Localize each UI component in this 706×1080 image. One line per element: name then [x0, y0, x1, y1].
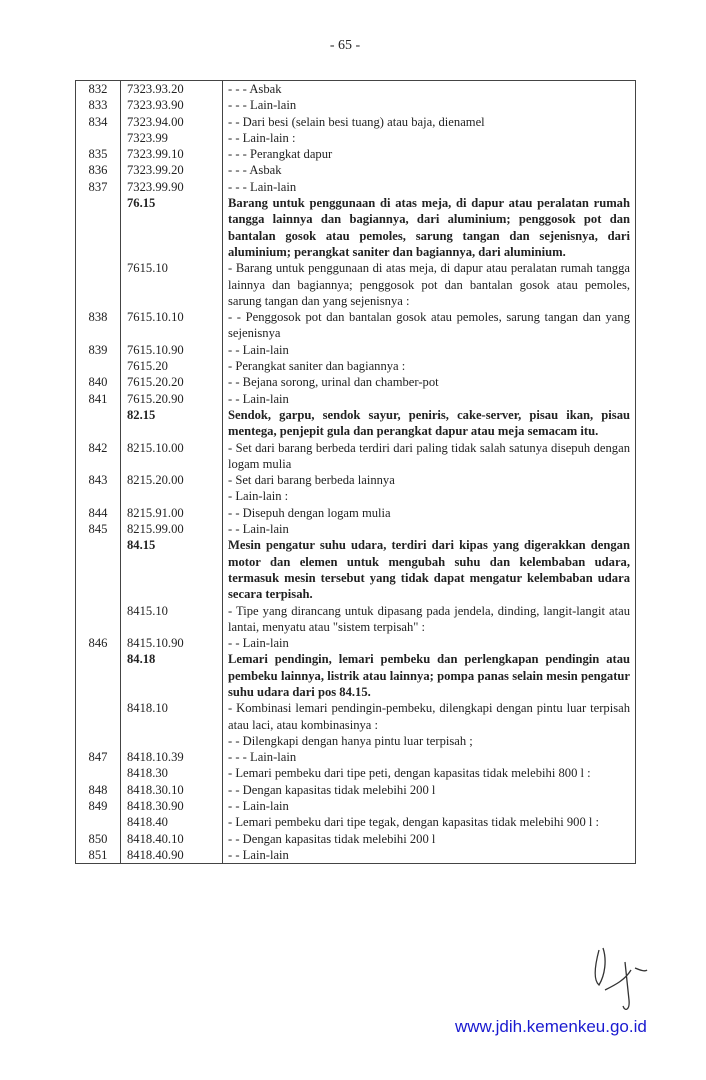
hs-code: 7323.99.20: [121, 162, 223, 178]
description: - - - Lain-lain: [228, 750, 297, 765]
row-number: 849: [76, 798, 121, 814]
hs-code: 8418.30.90: [121, 798, 223, 814]
table-row: [76, 651, 636, 700]
row-number: [76, 651, 121, 700]
description: - - Dilengkapi dengan hanya pintu luar terpisah ;: [228, 733, 473, 748]
hs-code: 7615.10: [121, 260, 223, 309]
table-row: [76, 521, 636, 537]
hs-code: 7323.99: [121, 130, 223, 146]
table-row: [76, 342, 636, 358]
table-row: [76, 765, 636, 781]
table-row: [76, 440, 636, 473]
description: - Tipe yang dirancang untuk dipasang pada jendela, dinding, langit-langit atau lantai, menyatu atau "sistem terpisah" :: [228, 603, 630, 634]
table-row: [76, 195, 636, 260]
tariff-table: [75, 80, 636, 864]
row-number: 843: [76, 472, 121, 488]
footer-website-link[interactable]: www.jdih.kemenkeu.go.id: [455, 1017, 647, 1036]
description: - - - Asbak: [228, 163, 282, 178]
hs-code: 76.15: [121, 195, 223, 260]
table-row: [76, 81, 636, 98]
description: - Set dari barang berbeda lainnya: [228, 473, 395, 488]
description: - - Lain-lain: [228, 391, 289, 406]
row-number: [76, 603, 121, 636]
table-row: [76, 603, 636, 636]
description: - - Lain-lain :: [228, 130, 296, 145]
hs-code: 84.18: [121, 651, 223, 700]
description: Sendok, garpu, sendok sayur, peniris, cake-server, pisau ikan, pisau mentega, penjepit gula dan perangkat dapur atau meja semacam itu.: [228, 407, 630, 439]
description: - - - Asbak: [228, 82, 282, 96]
row-number: 848: [76, 782, 121, 798]
description: - - - Lain-lain: [228, 179, 297, 194]
table-row: [76, 488, 636, 504]
hs-code: 7615.10.90: [121, 342, 223, 358]
row-number: [76, 195, 121, 260]
description: - - - Perangkat dapur: [228, 147, 333, 162]
table-row: [76, 146, 636, 162]
table-row: [76, 814, 636, 830]
hs-code: 8418.30: [121, 765, 223, 781]
description: - Lain-lain :: [228, 489, 289, 504]
table-row: [76, 798, 636, 814]
row-number: 834: [76, 114, 121, 130]
description: - Lemari pembeku dari tipe peti, dengan kapasitas tidak melebihi 800 l :: [228, 766, 591, 781]
table-row: [76, 537, 636, 602]
hs-code: 8415.10.90: [121, 635, 223, 651]
hs-code: 7323.93.20: [121, 81, 223, 98]
row-number: [76, 130, 121, 146]
hs-code: 7323.99.90: [121, 179, 223, 195]
hs-code: 8418.10.39: [121, 749, 223, 765]
table-row: [76, 358, 636, 374]
description: - Set dari barang berbeda terdiri dari paling tidak salah satunya disepuh dengan logam mulia: [228, 440, 630, 471]
row-number: 842: [76, 440, 121, 473]
hs-code: 7615.20: [121, 358, 223, 374]
description: - - Bejana sorong, urinal dan chamber-pot: [228, 375, 439, 390]
row-number: [76, 765, 121, 781]
table-row: [76, 733, 636, 749]
page-number: - 65 -: [329, 38, 361, 53]
row-number: 837: [76, 179, 121, 195]
description: - - Lain-lain: [228, 799, 289, 814]
description: - - Dengan kapasitas tidak melebihi 200 l: [228, 831, 436, 846]
description: - Barang untuk penggunaan di atas meja, di dapur atau peralatan rumah tangga lainnya dan bagiannya; penggosok pot dan bantalan gosok atau pemoles, sarung tangan dan yang sejenisnya :: [228, 261, 630, 308]
hs-code: 8215.20.00: [121, 472, 223, 488]
table-row: [76, 782, 636, 798]
row-number: 846: [76, 635, 121, 651]
hs-code: 82.15: [121, 407, 223, 440]
row-number: [76, 358, 121, 374]
hs-code: 8215.10.00: [121, 440, 223, 473]
description: - - Dari besi (selain besi tuang) atau baja, dienamel: [228, 114, 485, 129]
row-number: 840: [76, 374, 121, 390]
table-row: [76, 179, 636, 195]
row-number: [76, 537, 121, 602]
hs-code: 84.15: [121, 537, 223, 602]
row-number: [76, 700, 121, 733]
row-number: 850: [76, 831, 121, 847]
row-number: 839: [76, 342, 121, 358]
row-number: 841: [76, 391, 121, 407]
hs-code: 7323.94.00: [121, 114, 223, 130]
row-number: [76, 260, 121, 309]
hs-code: 8415.10: [121, 603, 223, 636]
description: - - Disepuh dengan logam mulia: [228, 505, 391, 520]
table-row: [76, 309, 636, 342]
table-row: [76, 831, 636, 847]
row-number: 836: [76, 162, 121, 178]
table-row: [76, 162, 636, 178]
hs-code: 8418.10: [121, 700, 223, 733]
table-row: [76, 114, 636, 130]
row-number: 844: [76, 505, 121, 521]
row-number: 838: [76, 309, 121, 342]
table-row: [76, 847, 636, 864]
row-number: [76, 488, 121, 504]
hs-code: 7323.93.90: [121, 97, 223, 113]
table-row: [76, 505, 636, 521]
description: - - - Lain-lain: [228, 98, 297, 113]
row-number: [76, 733, 121, 749]
description: - Kombinasi lemari pendingin-pembeku, dilengkapi dengan pintu luar terpisah atau laci, atau kombinasinya :: [228, 701, 630, 732]
table-row: [76, 635, 636, 651]
hs-code: 7615.10.10: [121, 309, 223, 342]
row-number: 835: [76, 146, 121, 162]
table-row: [76, 391, 636, 407]
description: - - Lain-lain: [228, 342, 289, 357]
hs-code: [121, 733, 223, 749]
description: Lemari pendingin, lemari pembeku dan perlengkapan pendingin atau pembeku lainnya, listrik atau lainnya; pompa panas selain mesin pengatur suhu udara dari pos 84.15.: [228, 652, 630, 699]
table-row: [76, 374, 636, 390]
hs-code: 7615.20.20: [121, 374, 223, 390]
description: - Lemari pembeku dari tipe tegak, dengan kapasitas tidak melebihi 900 l :: [228, 815, 600, 830]
hs-code: 8418.40: [121, 814, 223, 830]
hs-code: 8418.40.90: [121, 847, 223, 864]
table-row: [76, 472, 636, 488]
hs-code: 8418.40.10: [121, 831, 223, 847]
hs-code: 8418.30.10: [121, 782, 223, 798]
row-number: 832: [76, 81, 121, 98]
row-number: 845: [76, 521, 121, 537]
row-number: [76, 814, 121, 830]
description: - - Penggosok pot dan bantalan gosok atau pemoles, sarung tangan dan yang sejenisnya: [228, 310, 630, 341]
description: - Perangkat saniter dan bagiannya :: [228, 359, 406, 374]
row-number: 847: [76, 749, 121, 765]
description: - - Lain-lain: [228, 847, 289, 862]
hs-code: [121, 488, 223, 504]
table-row: [76, 749, 636, 765]
description: - - Lain-lain: [228, 522, 289, 537]
description: Mesin pengatur suhu udara, terdiri dari kipas yang digerakkan dengan motor dan elemen untuk mengubah suhu dan kelembaban udara, termasuk mesin tersebut yang tidak dapat mengatur kelembaban udara secara terpisah.: [228, 538, 630, 602]
table-row: [76, 260, 636, 309]
description: - - Dengan kapasitas tidak melebihi 200 l: [228, 782, 436, 797]
table-row: [76, 700, 636, 733]
description: - - Lain-lain: [228, 636, 289, 651]
hs-code: 7615.20.90: [121, 391, 223, 407]
hs-code: 8215.91.00: [121, 505, 223, 521]
hs-code: 7323.99.10: [121, 146, 223, 162]
hs-code: 8215.99.00: [121, 521, 223, 537]
row-number: 851: [76, 847, 121, 864]
table-row: [76, 130, 636, 146]
table-row: [76, 97, 636, 113]
signature-initials: [585, 940, 655, 1015]
row-number: 833: [76, 97, 121, 113]
description: Barang untuk penggunaan di atas meja, di dapur atau peralatan rumah tangga lainnya dan bagiannya, dari aluminium; penggosok pot dan bantalan gosok atau pemoles, sarung tangan dan sejenisnya, dari aluminium; perangkat saniter dan bagiannya, dari aluminium.: [228, 196, 630, 259]
row-number: [76, 407, 121, 440]
table-row: [76, 407, 636, 440]
